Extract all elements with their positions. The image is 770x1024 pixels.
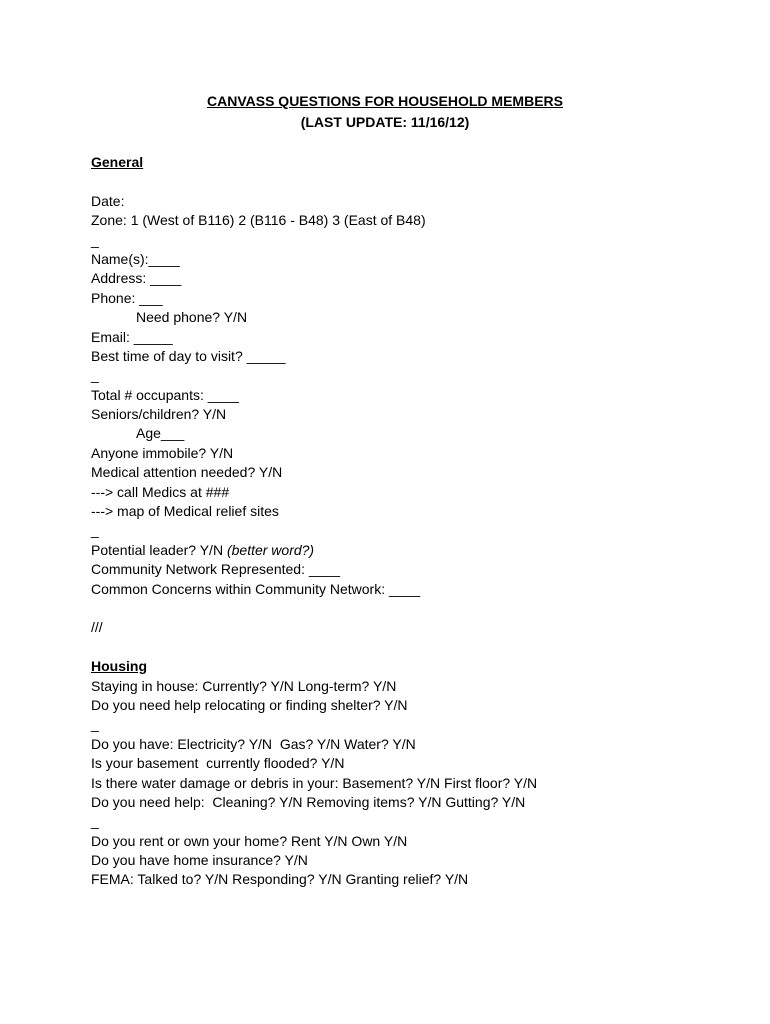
- utilities-field: Do you have: Electricity? Y/N Gas? Y/N Water? Y/N: [91, 735, 416, 752]
- occupants-field: Total # occupants: ____: [91, 386, 239, 403]
- fema-field: FEMA: Talked to? Y/N Responding? Y/N Granting relief? Y/N: [91, 871, 469, 888]
- help-field: Do you need help: Cleaning? Y/N Removing items? Y/N Gutting? Y/N: [91, 793, 526, 810]
- rent-own-field: Do you rent or own your home? Rent Y/N Own Y/N: [91, 832, 408, 849]
- concerns-field: Common Concerns within Community Network: ____: [91, 580, 421, 597]
- separator: _: [91, 522, 99, 539]
- document-title: [0, 92, 770, 111]
- age-field: Age___: [136, 425, 185, 442]
- best-time-field: Best time of day to visit? _____: [91, 347, 286, 364]
- separator: _: [91, 231, 99, 248]
- section-heading-housing: Housing: [91, 658, 147, 675]
- leader-label: Potential leader? Y/N: [91, 541, 227, 558]
- section-divider: ///: [91, 619, 103, 636]
- document-subtitle: (LAST UPDATE: 11/16/12): [300, 114, 470, 130]
- address-field: Address: ____: [91, 270, 182, 287]
- map-medical-note: ---> map of Medical relief sites: [91, 503, 279, 520]
- damage-field: Is there water damage or debris in your: Basement? Y/N First floor? Y/N: [91, 774, 538, 791]
- leader-field: [91, 541, 731, 560]
- staying-field: Staying in house: Currently? Y/N Long-term? Y/N: [91, 677, 397, 694]
- separator: _: [91, 813, 99, 830]
- document-body: [91, 153, 731, 890]
- section-heading-general: General: [91, 154, 144, 170]
- immobile-field: Anyone immobile? Y/N: [91, 444, 234, 461]
- names-field: Name(s):____: [91, 250, 180, 267]
- separator: _: [91, 716, 99, 733]
- blank-line: [91, 599, 731, 618]
- leader-note: (better word?): [226, 541, 315, 558]
- document-title-text: CANVASS QUESTIONS FOR HOUSEHOLD MEMBERS: [207, 93, 563, 109]
- medical-field: Medical attention needed? Y/N: [91, 464, 283, 481]
- blank-line: [91, 172, 731, 191]
- blank-line: [91, 638, 731, 657]
- zone-field: Zone: 1 (West of B116) 2 (B116 - B48) 3 (East of B48): [91, 212, 426, 229]
- basement-field: Is your basement currently flooded? Y/N: [91, 755, 345, 772]
- network-field: Community Network Represented: ____: [91, 561, 341, 578]
- date-field: Date:: [91, 192, 125, 209]
- insurance-field: Do you have home insurance? Y/N: [91, 852, 308, 869]
- relocating-field: Do you need help relocating or finding shelter? Y/N: [91, 696, 408, 713]
- seniors-field: Seniors/children? Y/N: [91, 406, 227, 423]
- need-phone-field: Need phone? Y/N: [136, 309, 248, 326]
- separator: _: [91, 367, 99, 384]
- call-medics-note: ---> call Medics at ###: [91, 483, 230, 500]
- phone-field: Phone: ___: [91, 289, 163, 306]
- email-field: Email: _____: [91, 328, 173, 345]
